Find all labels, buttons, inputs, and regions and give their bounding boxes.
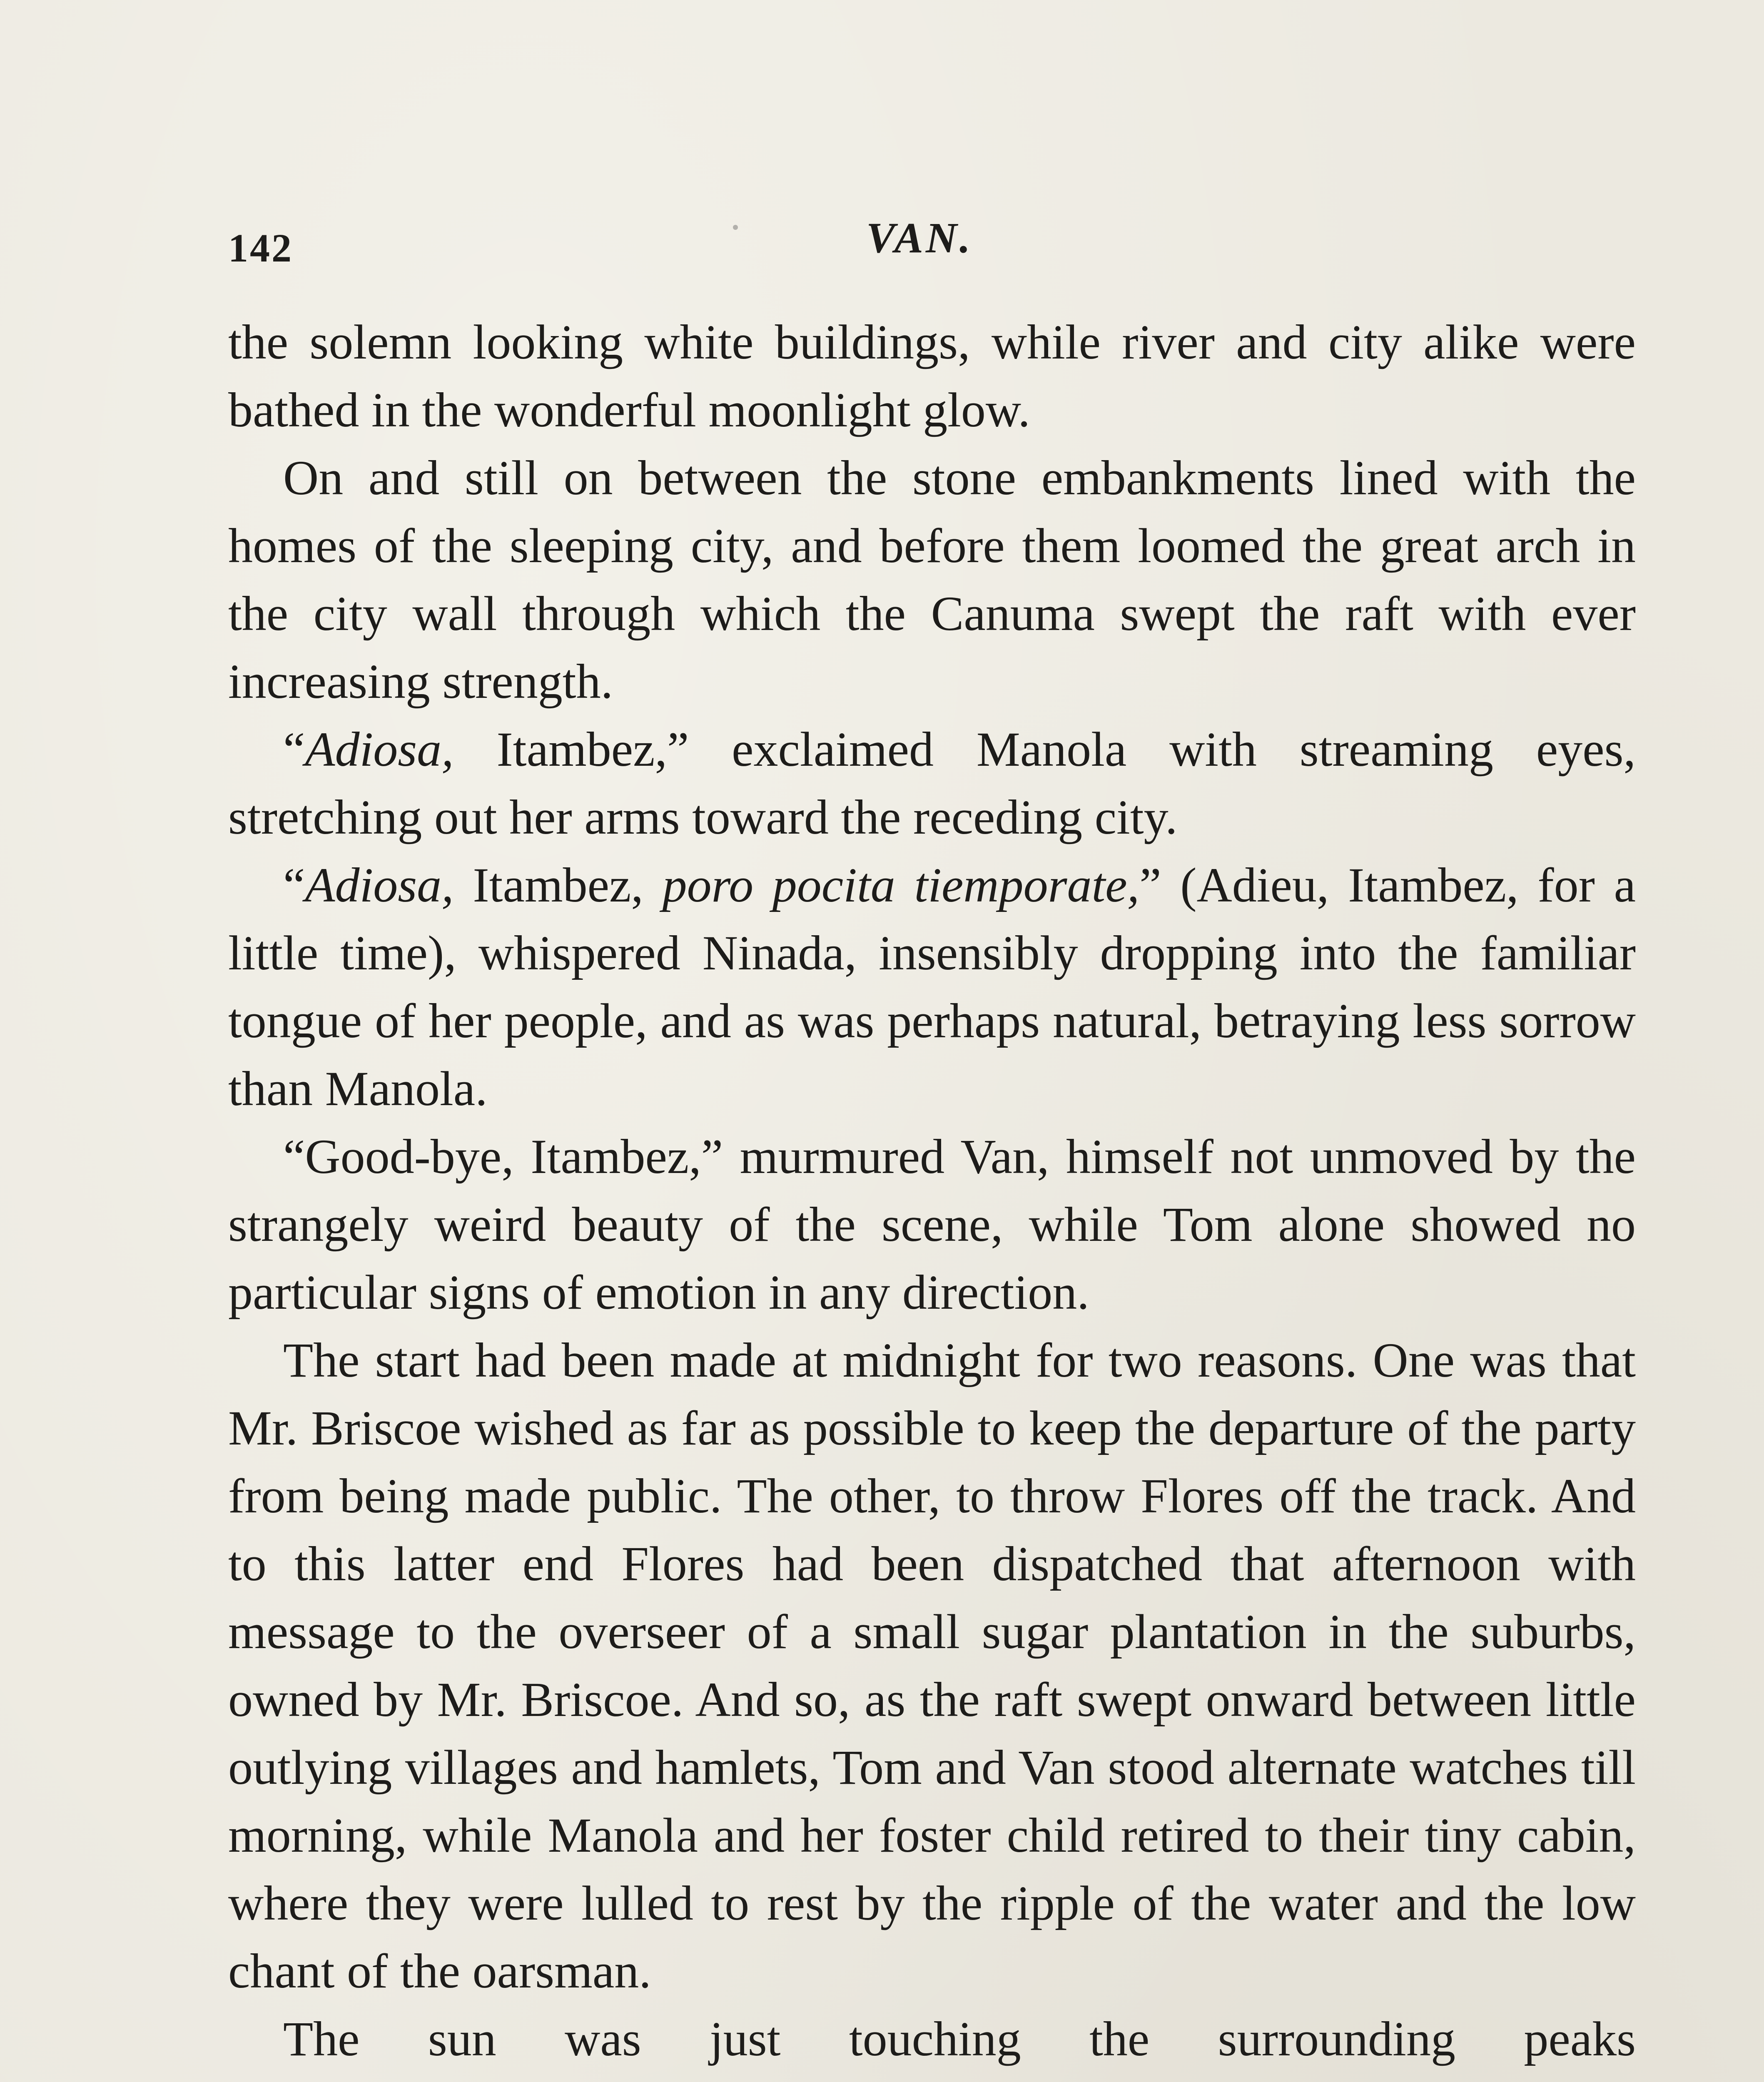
paragraph-1: the solemn looking white buildings, while river and city alike were bathed in the wonderful moonlight glow. <box>228 315 1636 437</box>
paragraph-3-text: Itambez,” exclaimed Manola with streaming eyes, stretching out her arms toward the receding city. <box>228 722 1636 844</box>
paragraph-5: “Good-bye, Itambez,” murmured Van, himself not unmoved by the strangely weird beauty of the scene, while Tom alone showed no particular signs of emotion in any direction. <box>228 1129 1636 1320</box>
ink-speck <box>733 225 738 230</box>
paragraph-4 <box>228 851 1636 1123</box>
body-text <box>228 308 1636 2073</box>
paragraph-2: On and still on between the stone embankments lined with the homes of the sleeping city, and before them loomed the great arch in the city wall through which the Canuma swept the raft with ever increasing strength. <box>228 451 1636 709</box>
paragraph-7: The sun was just touching the surrounding peaks <box>283 2012 1636 2066</box>
paragraph-4-text-b: ” (Adieu, Itambez, for a little time), whispered Ninada, insensibly dropping into the familiar tongue of her people, and as was perhaps natural, betraying less sorrow than Manola. <box>228 858 1636 1116</box>
paragraph-6: The start had been made at midnight for two reasons. One was that Mr. Briscoe wished as far as possible to keep the departure of the party from being made public. The other, to throw Flores off the track. And to this latter end Flores had been dispatched that afternoon with message to the overseer of a small sugar plantation in the suburbs, owned by Mr. Briscoe. And so, as the raft swept onward between little outlying villages and hamlets, Tom and Van stood alternate watches till morning, while Manola and her foster child retired to their tiny cabin, where they were lulled to rest by the ripple of the water and the low chant of the oarsman. <box>228 1333 1636 1998</box>
open-quote: “ <box>283 722 305 777</box>
page-number: 142 <box>228 226 293 270</box>
italic-phrase: poro pocita tiemporate, <box>662 858 1140 912</box>
paragraph-3 <box>228 715 1636 851</box>
italic-adiosa: Adiosa, <box>305 858 454 912</box>
running-head: VAN. <box>866 214 973 262</box>
paragraph-4-text-a: Itambez, <box>453 858 663 912</box>
italic-adiosa: Adiosa, <box>305 722 454 777</box>
open-quote: “ <box>283 858 305 912</box>
